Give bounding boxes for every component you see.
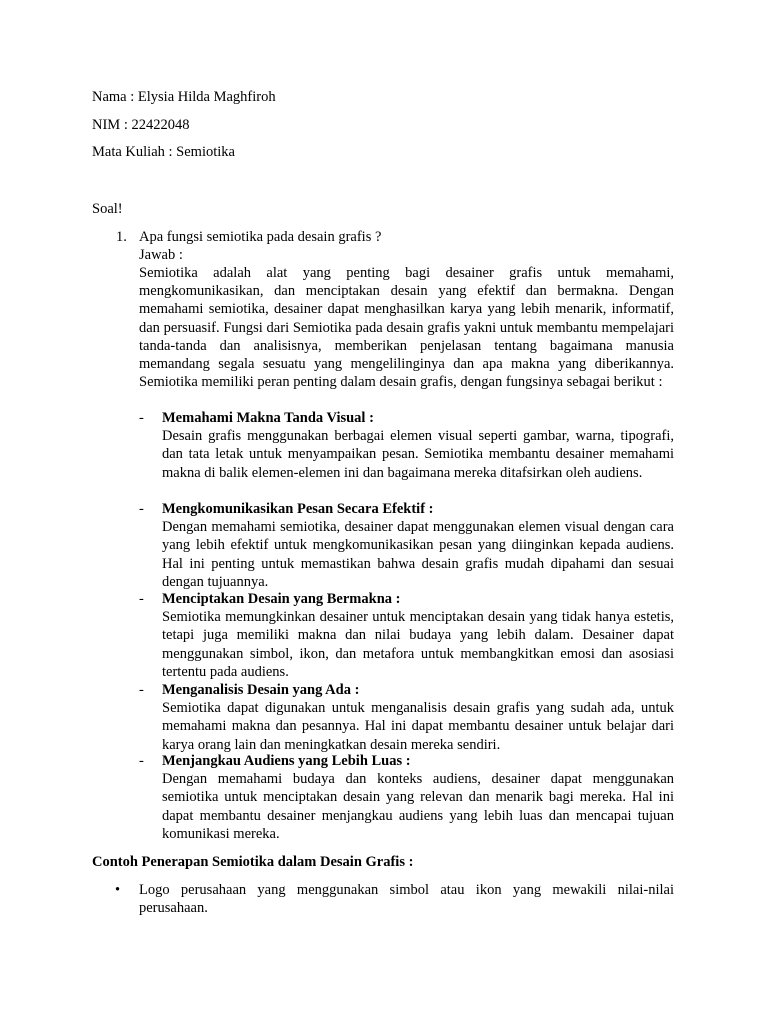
list-item — [162, 681, 674, 754]
list-item — [162, 500, 674, 591]
example-bullet: • — [115, 882, 121, 898]
list-bullet: - — [139, 753, 144, 769]
item-text: Semiotika dapat digunakan untuk menganalisis desain grafis yang sudah ada, untuk memahami makna dan pesannya. Hal ini dapat membantu desainer untuk belajar dari karya orang lain dan meningkatkan desain mereka sendiri. — [162, 700, 674, 753]
item-title: Menjangkau Audiens yang Lebih Luas : — [162, 753, 411, 769]
item-text: Desain grafis menggunakan berbagai elemen visual seperti gambar, warna, tipografi, dan tata letak untuk menyampaikan pesan. Semiotika membantu desainer memahami makna di balik elemen-elemen ini dan bagaimana mereka ditafsirkan oleh audiens. — [162, 428, 674, 481]
example-item: Logo perusahaan yang menggunakan simbol atau ikon yang mewakili nilai-nilai perusahaan. — [139, 882, 674, 917]
item-text: Dengan memahami budaya dan konteks audiens, desainer dapat menggunakan semiotika untuk menciptakan desain yang relevan dan menarik bagi mereka. Hal ini dapat membantu desainer menjangkau audiens yang lebih luas dan mencapai tujuan komunikasi mereka. — [162, 771, 674, 842]
item-title: Memahami Makna Tanda Visual : — [162, 410, 374, 426]
item-title: Mengkomunikasikan Pesan Secara Efektif : — [162, 501, 434, 517]
course-name: Mata Kuliah : Semiotika — [92, 144, 235, 160]
list-item — [162, 590, 674, 681]
answer-intro: Semiotika adalah alat yang penting bagi desainer grafis untuk memahami, mengkomunikasikan, dan menciptakan desain yang efektif dan bermakna. Dengan memahami semiotika, desainer dapat menghasilkan karya yang lebih menarik, informatif, dan persuasif. Fungsi dari Semiotika pada desain grafis yakni untuk membantu mempelajari tanda-tanda dan analisisnya, memberikan penjelasan tentang bagaimana manusia memandang segala sesuatu yang mengelilinginya dan apa makna yang diberikannya. Semiotika memiliki peran penting dalam desain grafis, dengan fungsinya sebagai berikut : — [139, 265, 674, 391]
student-name: Nama : Elysia Hilda Maghfiroh — [92, 89, 276, 105]
list-bullet: - — [139, 591, 144, 607]
jawab-label: Jawab : — [139, 247, 183, 263]
list-item — [162, 752, 674, 843]
list-bullet: - — [139, 410, 144, 426]
student-nim: NIM : 22422048 — [92, 117, 190, 133]
item-title: Menciptakan Desain yang Bermakna : — [162, 591, 401, 607]
list-bullet: - — [139, 501, 144, 517]
section-heading: Contoh Penerapan Semiotika dalam Desain Grafis : — [92, 854, 414, 870]
item-title: Menganalisis Desain yang Ada : — [162, 682, 360, 698]
item-text: Semiotika memungkinkan desainer untuk menciptakan desain yang tidak hanya estetis, tetapi juga memiliki makna dan nilai budaya yang lebih dalam. Desainer dapat menggunakan simbol, ikon, dan metafora untuk membangkitkan emosi dan asosiasi tertentu pada audiens. — [162, 609, 674, 680]
item-text: Dengan memahami semiotika, desainer dapat menggunakan elemen visual dengan cara yang lebih efektif untuk mengkomunikasikan pesan yang diinginkan kepada audiens. Hal ini penting untuk memastikan bahwa desain grafis mudah dipahami dan sesuai dengan tujuannya. — [162, 519, 674, 590]
soal-label: Soal! — [92, 201, 123, 217]
question-text: Apa fungsi semiotika pada desain grafis ? — [139, 229, 382, 245]
question-number: 1. — [116, 229, 127, 245]
list-item — [162, 409, 674, 482]
list-bullet: - — [139, 682, 144, 698]
